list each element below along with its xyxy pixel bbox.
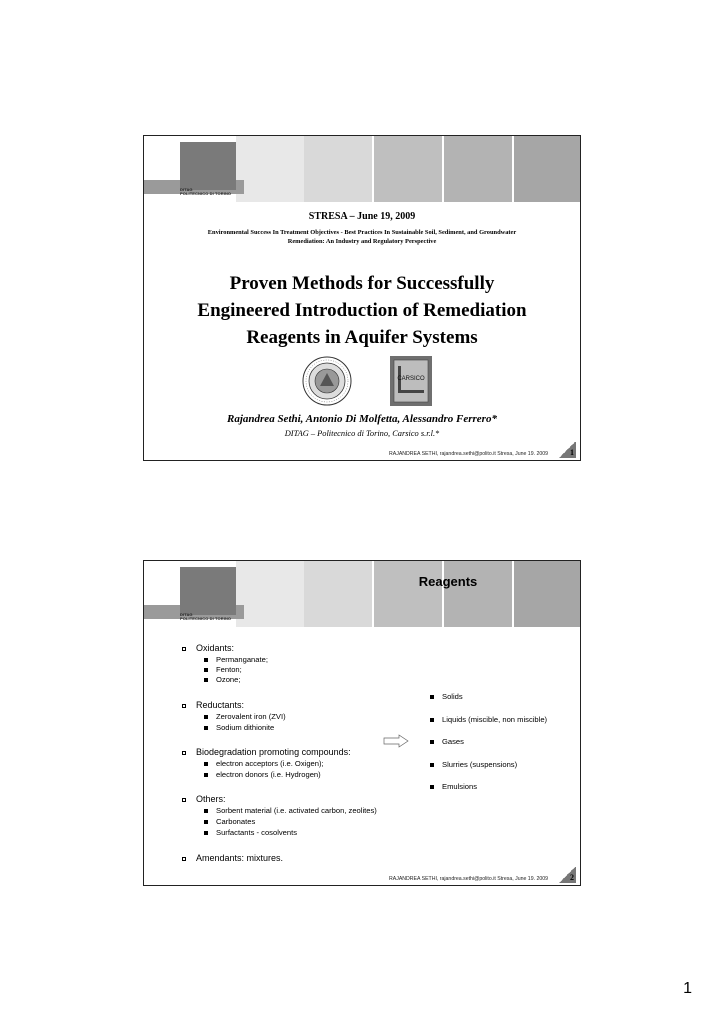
slide-footer: RAJANDREA SETHI, rajandrea.sethi@polito.it Stresa, June 19. 2009	[389, 451, 548, 457]
slide-number: 1	[558, 442, 576, 458]
slide-banner	[144, 136, 580, 202]
slide-banner	[144, 561, 580, 627]
ditag-logo	[180, 567, 236, 615]
bullet-others: Others:	[196, 794, 226, 805]
list-item: Carbonates	[216, 817, 255, 827]
politecnico-seal-icon	[302, 356, 352, 406]
list-item: Emulsions	[442, 782, 477, 792]
list-item: Sodium dithionite	[216, 723, 274, 733]
carsico-logo	[390, 356, 432, 406]
logo-text: DITAG POLITECNICO DI TORINO	[180, 612, 232, 621]
bullet-amendants: Amendants: mixtures.	[196, 853, 283, 864]
event-date: STRESA – June 19, 2009	[308, 211, 416, 222]
page-number: 1	[683, 980, 692, 997]
slide-title: Reagents	[418, 574, 478, 589]
list-item: Gases	[442, 737, 464, 747]
conference-title: Environmental Success In Treatment Objectives - Best Practices In Sustainable Soil, Sediment, and Groundwater Remediation: An Industry and Regulatory Perspective	[207, 229, 517, 245]
authors: Rajandrea Sethi, Antonio Di Molfetta, Alessandro Ferrero*	[227, 413, 497, 425]
slide-footer: RAJANDREA SETHI, rajandrea.sethi@polito.it Stresa, June 19. 2009	[389, 876, 548, 882]
arrow-right-icon	[383, 734, 409, 748]
bullet-oxidants: Oxidants:	[196, 643, 234, 654]
slide-1	[143, 135, 581, 461]
bullet-reductants: Reductants:	[196, 700, 244, 711]
list-item: Liquids (miscible, non miscible)	[442, 715, 547, 725]
carsico-label: CARSICO	[397, 376, 425, 382]
slide-number: 2	[558, 867, 576, 883]
list-item: electron acceptors (i.e. Oxigen);	[216, 759, 324, 769]
list-item: Solids	[442, 692, 463, 702]
bullet-biodegradation: Biodegradation promoting compounds:	[196, 747, 351, 758]
list-item: Sorbent material (i.e. activated carbon, zeolites)	[216, 806, 377, 816]
presentation-title: Proven Methods for Successfully Engineered Introduction of Remediation Reagents in Aquifer Systems	[197, 273, 527, 348]
logo-text: DITAG POLITECNICO DI TORINO	[180, 187, 232, 196]
list-item: Ozone;	[216, 675, 240, 685]
slide-2	[143, 560, 581, 886]
list-item: Zerovalent iron (ZVI)	[216, 712, 286, 722]
list-item: Slurries (suspensions)	[442, 760, 517, 770]
list-item: electron donors (i.e. Hydrogen)	[216, 770, 321, 780]
list-item: Fenton;	[216, 665, 242, 675]
list-item: Permanganate;	[216, 655, 268, 665]
affiliation: DITAG – Politecnico di Torino, Carsico s.r.l.*	[284, 429, 440, 438]
ditag-logo	[180, 142, 236, 190]
list-item: Surfactants - cosolvents	[216, 828, 297, 838]
